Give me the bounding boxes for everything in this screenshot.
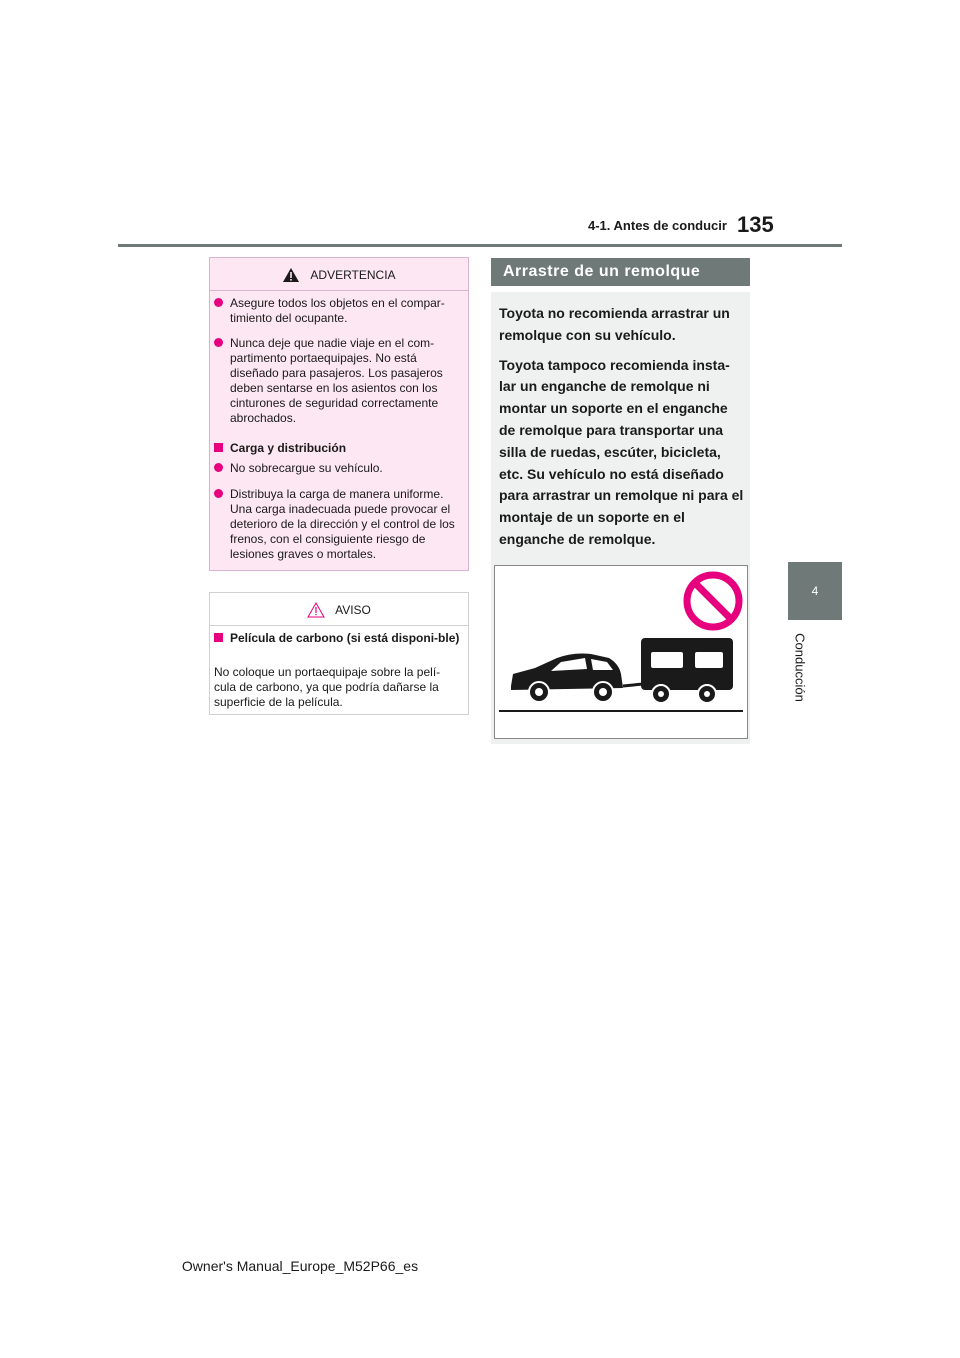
section-title: Arrastre de un remolque <box>503 263 701 280</box>
warning-title-text: ADVERTENCIA <box>310 268 396 282</box>
page-number: 135 <box>737 212 774 237</box>
warning-item-text: Nunca deje que nadie viaje en el com-partimento portaequipajes. No está diseñado para pasajeros. Los pasajeros deben sentarse en los asientos con los cinturones de seguridad correctamente abrochados. <box>230 336 443 425</box>
bullet-icon <box>214 298 223 307</box>
info-paragraph: Toyota no recomienda arrastrar un remolque con su vehículo. <box>499 305 730 343</box>
header-rule <box>118 244 842 247</box>
warning-item-text: No sobrecargue su vehículo. <box>230 461 383 475</box>
bullet-icon <box>214 338 223 347</box>
caution-subheading <box>214 631 460 646</box>
warning-subheading <box>214 441 460 456</box>
caution-subheading-text: Película de carbono (si está disponi-ble) <box>230 631 460 645</box>
chapter-label-text: Conducción <box>792 633 808 702</box>
prohibition-icon <box>687 575 739 627</box>
bullet-icon <box>214 463 223 472</box>
bullet-icon <box>214 489 223 498</box>
warning-box <box>209 257 469 571</box>
square-bullet-icon <box>214 443 223 452</box>
caution-title-text: AVISO <box>335 603 371 617</box>
warning-item <box>214 461 460 476</box>
footer-text: Owner's Manual_Europe_M52P66_es <box>181 1258 419 1274</box>
section-title-bar <box>491 258 750 286</box>
chapter-label <box>788 632 808 712</box>
chapter-number: 4 <box>811 584 819 598</box>
info-text <box>499 303 745 551</box>
car-towing-trailer-image <box>495 566 747 738</box>
caution-divider <box>210 625 468 626</box>
warning-item-text: Distribuya la carga de manera uniforme. Una carga inadecuada puede provocar el deterioro de la dirección y el control de los frenos, con el consiguiente riesgo de lesiones graves o mortales. <box>230 487 455 561</box>
warning-item <box>214 336 460 426</box>
info-paragraph: Toyota tampoco recomienda insta-lar un enganche de remolque ni montar un soporte en el enganche de remolque para transportar una silla de ruedas, escúter, bicicleta, etc. Su vehículo no está diseñado para arrastrar un remolque ni para el montaje de un soporte en el enganche de remolque. <box>499 356 744 547</box>
caution-title <box>210 599 468 621</box>
footer <box>0 1258 960 1274</box>
warning-title <box>210 264 468 286</box>
square-bullet-icon <box>214 633 223 642</box>
caution-triangle-icon <box>307 602 325 618</box>
caution-box <box>209 592 469 715</box>
warning-item-text: Asegure todos los objetos en el compar-timiento del ocupante. <box>230 296 445 325</box>
caution-text <box>214 665 460 710</box>
warning-item <box>214 296 460 326</box>
header-section-title: 4-1. Antes de conducir <box>588 218 727 233</box>
towing-illustration <box>494 565 748 739</box>
warning-divider <box>210 290 468 291</box>
caution-body-text: No coloque un portaequipaje sobre la pelí-cula de carbono, ya que podría dañarse la superficie de la película. <box>214 665 441 709</box>
chapter-tab <box>788 562 842 620</box>
warning-item <box>214 487 460 562</box>
warning-triangle-icon <box>282 267 300 283</box>
warning-subheading-text: Carga y distribución <box>230 441 347 455</box>
